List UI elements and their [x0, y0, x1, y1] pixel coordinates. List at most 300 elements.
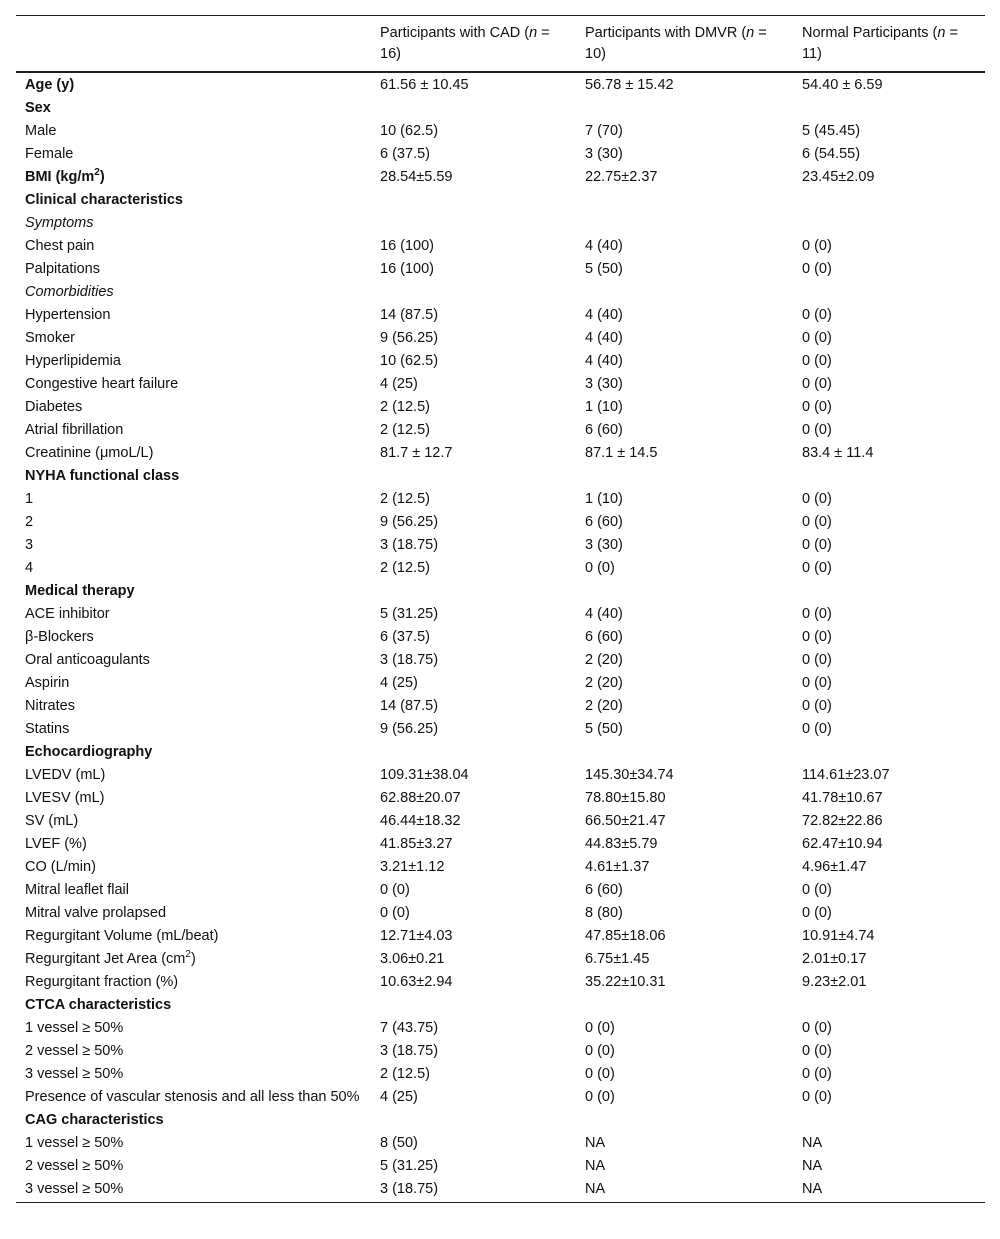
cell-cad: 2 (12.5): [380, 1066, 430, 1082]
row-label: [16, 742, 371, 765]
row-label-text: Statins: [25, 721, 70, 737]
cell-cad: 12.71±4.03: [380, 928, 453, 944]
table-row: [16, 443, 985, 466]
header-cad-n: n: [529, 25, 538, 41]
cell-dmvr: 0 (0): [585, 560, 615, 576]
cell-dmvr: [576, 190, 793, 213]
cell-cad: 4 (25): [380, 376, 418, 392]
table-row: [16, 282, 985, 305]
header-dmvr: [576, 16, 793, 73]
row-label-text: Creatinine (μmoL/L): [25, 445, 154, 461]
cell-cad: 16 (100): [380, 238, 435, 254]
cell-dmvr: 87.1 ± 14.5: [585, 445, 658, 461]
cell-normal: 0 (0): [802, 376, 832, 392]
cell-dmvr: [576, 213, 793, 236]
row-label-text: Aspirin: [25, 675, 70, 691]
table-row: [16, 811, 985, 834]
cell-dmvr: 35.22±10.31: [585, 974, 666, 990]
row-label: [16, 1041, 371, 1064]
row-label: [16, 397, 371, 420]
cell-dmvr: 66.50±21.47: [585, 813, 666, 829]
row-label: [16, 949, 371, 972]
row-label: [16, 696, 371, 719]
table-row: [16, 351, 985, 374]
header-cad: [371, 16, 576, 73]
row-label: [16, 765, 371, 788]
cell-normal: 0 (0): [802, 307, 832, 323]
cell-cad: [371, 995, 576, 1018]
table-row: [16, 558, 985, 581]
row-label-text: 4: [25, 560, 34, 576]
cell-cad: 3 (18.75): [380, 1181, 439, 1197]
cell-normal: [793, 1110, 985, 1133]
cell-dmvr: 6 (60): [585, 882, 623, 898]
cell-normal: 9.23±2.01: [802, 974, 867, 990]
cell-normal: NA: [802, 1181, 823, 1197]
table-row: [16, 489, 985, 512]
cell-cad: 10 (62.5): [380, 353, 439, 369]
row-label: [16, 673, 371, 696]
row-label: [16, 972, 371, 995]
header-normal-text: Normal Participants (: [802, 25, 938, 41]
cell-cad: 5 (31.25): [380, 1158, 439, 1174]
row-label-text: LVEF (%): [25, 836, 87, 852]
row-label: [16, 489, 371, 512]
cell-cad: 0 (0): [380, 905, 410, 921]
row-label-text: 3 vessel ≥ 50%: [25, 1066, 124, 1082]
cell-normal: 0 (0): [802, 560, 832, 576]
row-label-text: Sex: [25, 100, 51, 116]
row-label: [16, 581, 371, 604]
row-label: [16, 259, 371, 282]
cell-dmvr: 1 (10): [585, 399, 623, 415]
row-label-text: 3: [25, 537, 34, 553]
table-body: [16, 72, 985, 1203]
cell-dmvr: 44.83±5.79: [585, 836, 658, 852]
row-label-superscript: 2: [185, 949, 191, 961]
cell-cad: 4 (25): [380, 675, 418, 691]
row-label: [16, 650, 371, 673]
cell-normal: 0 (0): [802, 698, 832, 714]
cell-normal: 72.82±22.86: [802, 813, 883, 829]
row-label-text: Chest pain: [25, 238, 95, 254]
row-label: [16, 1110, 371, 1133]
cell-normal: [793, 190, 985, 213]
row-label-text: 2: [25, 514, 34, 530]
table-row: [16, 420, 985, 443]
row-label-text: Echocardiography: [25, 744, 153, 760]
table-row: [16, 995, 985, 1018]
table-row: [16, 1110, 985, 1133]
table-row: [16, 581, 985, 604]
table-row: [16, 627, 985, 650]
cell-normal: 0 (0): [802, 422, 832, 438]
cell-normal: 6 (54.55): [802, 146, 861, 162]
cell-cad: 2 (12.5): [380, 399, 430, 415]
row-label-text: Regurgitant Volume (mL/beat): [25, 928, 219, 944]
cell-dmvr: 4 (40): [585, 238, 623, 254]
cell-dmvr: 5 (50): [585, 261, 623, 277]
table-row: [16, 259, 985, 282]
cell-dmvr: 1 (10): [585, 491, 623, 507]
cell-cad: 62.88±20.07: [380, 790, 461, 806]
header-normal: [793, 16, 985, 73]
row-label: [16, 190, 371, 213]
cell-cad: [371, 742, 576, 765]
cell-normal: 0 (0): [802, 721, 832, 737]
cell-cad: [371, 466, 576, 489]
cell-normal: 10.91±4.74: [802, 928, 875, 944]
row-label: [16, 834, 371, 857]
table-row: [16, 72, 985, 98]
row-label: [16, 466, 371, 489]
row-label-text: Atrial fibrillation: [25, 422, 124, 438]
header-normal-rest: = 11): [802, 25, 958, 62]
cell-dmvr: 3 (30): [585, 146, 623, 162]
cell-normal: 0 (0): [802, 905, 832, 921]
table-row: [16, 512, 985, 535]
cell-cad: 3 (18.75): [380, 652, 439, 668]
row-label-text: NYHA functional class: [25, 468, 180, 484]
cell-cad: 9 (56.25): [380, 721, 439, 737]
row-label-text: Hyperlipidemia: [25, 353, 121, 369]
cell-normal: [793, 282, 985, 305]
row-label: [16, 351, 371, 374]
cell-dmvr: NA: [585, 1135, 606, 1151]
table-row: [16, 374, 985, 397]
table-row: [16, 397, 985, 420]
cell-cad: 81.7 ± 12.7: [380, 445, 453, 461]
cell-dmvr: 6 (60): [585, 422, 623, 438]
row-label-text: Oral anticoagulants: [25, 652, 150, 668]
cell-dmvr: NA: [585, 1181, 606, 1197]
cell-cad: 61.56 ± 10.45: [380, 77, 469, 93]
table-row: [16, 1179, 985, 1203]
row-label-text: Medical therapy: [25, 583, 135, 599]
cell-normal: 23.45±2.09: [802, 169, 875, 185]
cell-normal: 0 (0): [802, 675, 832, 691]
row-label: [16, 72, 371, 98]
row-label: [16, 995, 371, 1018]
row-label-text: SV (mL): [25, 813, 79, 829]
cell-cad: [371, 282, 576, 305]
table-row: [16, 98, 985, 121]
row-label-text: CO (L/min): [25, 859, 96, 875]
cell-dmvr: 2 (20): [585, 652, 623, 668]
cell-normal: 41.78±10.67: [802, 790, 883, 806]
table-row: [16, 535, 985, 558]
row-label: [16, 788, 371, 811]
cell-dmvr: [576, 1110, 793, 1133]
cell-cad: 5 (31.25): [380, 606, 439, 622]
row-label: [16, 121, 371, 144]
cell-cad: 2 (12.5): [380, 491, 430, 507]
cell-normal: 0 (0): [802, 261, 832, 277]
row-label-text: Smoker: [25, 330, 75, 346]
row-label: [16, 98, 371, 121]
cell-dmvr: 6 (60): [585, 629, 623, 645]
table-row: [16, 880, 985, 903]
cell-dmvr: 4 (40): [585, 307, 623, 323]
row-label: [16, 236, 371, 259]
cell-dmvr: [576, 581, 793, 604]
cell-dmvr: 0 (0): [585, 1043, 615, 1059]
row-label: [16, 1087, 371, 1110]
cell-cad: 0 (0): [380, 882, 410, 898]
cell-dmvr: 4 (40): [585, 606, 623, 622]
table-row: [16, 1041, 985, 1064]
row-label-text: CAG characteristics: [25, 1112, 164, 1128]
row-label: [16, 1179, 371, 1203]
row-label: [16, 880, 371, 903]
table-row: [16, 167, 985, 190]
row-label: [16, 811, 371, 834]
header-cad-rest: = 16): [380, 25, 550, 62]
row-label-text: ACE inhibitor: [25, 606, 110, 622]
cell-cad: [371, 190, 576, 213]
table-row: [16, 328, 985, 351]
cell-dmvr: [576, 98, 793, 121]
row-label: [16, 558, 371, 581]
header-label-column: [16, 16, 371, 73]
cell-normal: 0 (0): [802, 629, 832, 645]
cell-normal: 4.96±1.47: [802, 859, 867, 875]
cell-cad: 10.63±2.94: [380, 974, 453, 990]
table-row: [16, 788, 985, 811]
table-row: [16, 604, 985, 627]
cell-normal: 0 (0): [802, 399, 832, 415]
cell-normal: [793, 213, 985, 236]
cell-normal: 0 (0): [802, 353, 832, 369]
row-label: [16, 282, 371, 305]
cell-dmvr: 2 (20): [585, 698, 623, 714]
header-cad-text: Participants with CAD (: [380, 25, 530, 41]
row-label: [16, 903, 371, 926]
row-label-text: Comorbidities: [25, 284, 114, 300]
cell-normal: 54.40 ± 6.59: [802, 77, 883, 93]
cell-normal: 0 (0): [802, 1020, 832, 1036]
row-label-text: Hypertension: [25, 307, 111, 323]
row-label: [16, 443, 371, 466]
row-label-text: 1 vessel ≥ 50%: [25, 1020, 124, 1036]
cell-normal: NA: [802, 1158, 823, 1174]
row-label: [16, 926, 371, 949]
cell-cad: 6 (37.5): [380, 629, 430, 645]
row-label: [16, 1156, 371, 1179]
table-row: [16, 650, 985, 673]
cell-dmvr: 4 (40): [585, 353, 623, 369]
row-label: [16, 857, 371, 880]
cell-normal: [793, 466, 985, 489]
cell-dmvr: 4.61±1.37: [585, 859, 650, 875]
table-row: [16, 903, 985, 926]
cell-dmvr: [576, 282, 793, 305]
table-row: [16, 949, 985, 972]
cell-cad: 14 (87.5): [380, 307, 439, 323]
cell-cad: [371, 213, 576, 236]
cell-cad: 2 (12.5): [380, 422, 430, 438]
table-row: [16, 305, 985, 328]
cell-cad: 3.06±0.21: [380, 951, 445, 967]
table-row: [16, 972, 985, 995]
cell-dmvr: 7 (70): [585, 123, 623, 139]
cell-cad: 9 (56.25): [380, 330, 439, 346]
table-row: [16, 742, 985, 765]
cell-cad: 3 (18.75): [380, 1043, 439, 1059]
cell-cad: 7 (43.75): [380, 1020, 439, 1036]
cell-dmvr: 145.30±34.74: [585, 767, 674, 783]
table-row: [16, 1018, 985, 1041]
table-row: [16, 834, 985, 857]
cell-normal: 5 (45.45): [802, 123, 861, 139]
cell-dmvr: 3 (30): [585, 376, 623, 392]
cell-dmvr: 2 (20): [585, 675, 623, 691]
cell-cad: 16 (100): [380, 261, 435, 277]
row-label-text: 1: [25, 491, 34, 507]
table-row: [16, 190, 985, 213]
header-row: [16, 16, 985, 73]
row-label: [16, 719, 371, 742]
cell-normal: 0 (0): [802, 1043, 832, 1059]
cell-dmvr: [576, 466, 793, 489]
table-row: [16, 673, 985, 696]
cell-normal: 0 (0): [802, 882, 832, 898]
table-row: [16, 1064, 985, 1087]
table-row: [16, 1087, 985, 1110]
cell-cad: 9 (56.25): [380, 514, 439, 530]
cell-dmvr: 0 (0): [585, 1066, 615, 1082]
row-label-text: Male: [25, 123, 57, 139]
row-label-text: Clinical characteristics: [25, 192, 183, 208]
table-row: [16, 213, 985, 236]
cell-cad: 4 (25): [380, 1089, 418, 1105]
row-label-text: 1 vessel ≥ 50%: [25, 1135, 124, 1151]
cell-cad: [371, 1110, 576, 1133]
row-label: [16, 604, 371, 627]
row-label-text: 2 vessel ≥ 50%: [25, 1043, 124, 1059]
row-label-suffix: ): [99, 169, 105, 185]
row-label-superscript: 2: [94, 167, 100, 179]
cell-normal: 0 (0): [802, 1089, 832, 1105]
table-row: [16, 719, 985, 742]
cell-normal: 0 (0): [802, 537, 832, 553]
cell-normal: 0 (0): [802, 652, 832, 668]
row-label-text: LVEDV (mL): [25, 767, 106, 783]
cell-normal: [793, 98, 985, 121]
cell-normal: 0 (0): [802, 330, 832, 346]
row-label: [16, 1133, 371, 1156]
row-label-text: BMI (kg/m: [25, 169, 95, 185]
cell-normal: 0 (0): [802, 491, 832, 507]
cell-dmvr: [576, 742, 793, 765]
row-label-text: Mitral leaflet flail: [25, 882, 129, 898]
cell-dmvr: 5 (50): [585, 721, 623, 737]
header-dmvr-text: Participants with DMVR (: [585, 25, 747, 41]
cell-cad: [371, 98, 576, 121]
row-label-text: Female: [25, 146, 74, 162]
cell-dmvr: 22.75±2.37: [585, 169, 658, 185]
row-label-text: Presence of vascular stenosis and all less than 50%: [25, 1089, 360, 1105]
cell-normal: [793, 742, 985, 765]
cell-cad: 3 (18.75): [380, 537, 439, 553]
cell-cad: 2 (12.5): [380, 560, 430, 576]
cell-cad: 8 (50): [380, 1135, 418, 1151]
cell-cad: 3.21±1.12: [380, 859, 445, 875]
row-label: [16, 1018, 371, 1041]
cell-dmvr: 0 (0): [585, 1089, 615, 1105]
row-label: [16, 512, 371, 535]
row-label-suffix: ): [190, 951, 196, 967]
table-row: [16, 1156, 985, 1179]
row-label-text: Mitral valve prolapsed: [25, 905, 167, 921]
row-label: [16, 167, 371, 190]
cell-dmvr: 4 (40): [585, 330, 623, 346]
cell-cad: 10 (62.5): [380, 123, 439, 139]
row-label-text: Congestive heart failure: [25, 376, 179, 392]
cell-normal: [793, 581, 985, 604]
header-normal-n: n: [937, 25, 946, 41]
row-label: [16, 305, 371, 328]
table-row: [16, 765, 985, 788]
row-label: [16, 374, 371, 397]
row-label-text: Regurgitant fraction (%): [25, 974, 179, 990]
cell-normal: 0 (0): [802, 1066, 832, 1082]
table-row: [16, 466, 985, 489]
table-header: [16, 16, 985, 73]
table-row: [16, 1133, 985, 1156]
row-label-text: Age (y): [25, 77, 75, 93]
table-row: [16, 121, 985, 144]
row-label: [16, 328, 371, 351]
row-label-text: Diabetes: [25, 399, 83, 415]
row-label-text: Regurgitant Jet Area (cm: [25, 951, 186, 967]
cell-cad: 109.31±38.04: [380, 767, 469, 783]
row-label-text: LVESV (mL): [25, 790, 105, 806]
cell-cad: [371, 581, 576, 604]
row-label: [16, 1064, 371, 1087]
table-row: [16, 857, 985, 880]
cell-dmvr: 6.75±1.45: [585, 951, 650, 967]
cell-cad: 41.85±3.27: [380, 836, 453, 852]
row-label: [16, 535, 371, 558]
table-row: [16, 926, 985, 949]
row-label-text: Nitrates: [25, 698, 75, 714]
row-label-text: 2 vessel ≥ 50%: [25, 1158, 124, 1174]
row-label: [16, 213, 371, 236]
cell-cad: 46.44±18.32: [380, 813, 461, 829]
row-label: [16, 144, 371, 167]
header-dmvr-rest: = 10): [585, 25, 767, 62]
table-row: [16, 696, 985, 719]
cell-dmvr: 6 (60): [585, 514, 623, 530]
cell-normal: 114.61±23.07: [802, 767, 890, 783]
cell-dmvr: 78.80±15.80: [585, 790, 666, 806]
cell-normal: 83.4 ± 11.4: [802, 445, 874, 461]
characteristics-table-container: [16, 15, 985, 1203]
cell-dmvr: 47.85±18.06: [585, 928, 666, 944]
cell-normal: 2.01±0.17: [802, 951, 867, 967]
header-dmvr-n: n: [746, 25, 755, 41]
cell-cad: 14 (87.5): [380, 698, 439, 714]
table-row: [16, 144, 985, 167]
cell-cad: 6 (37.5): [380, 146, 430, 162]
cell-normal: 62.47±10.94: [802, 836, 883, 852]
row-label-text: 3 vessel ≥ 50%: [25, 1181, 124, 1197]
cell-dmvr: [576, 995, 793, 1018]
cell-normal: 0 (0): [802, 606, 832, 622]
cell-dmvr: 56.78 ± 15.42: [585, 77, 674, 93]
cell-normal: 0 (0): [802, 514, 832, 530]
